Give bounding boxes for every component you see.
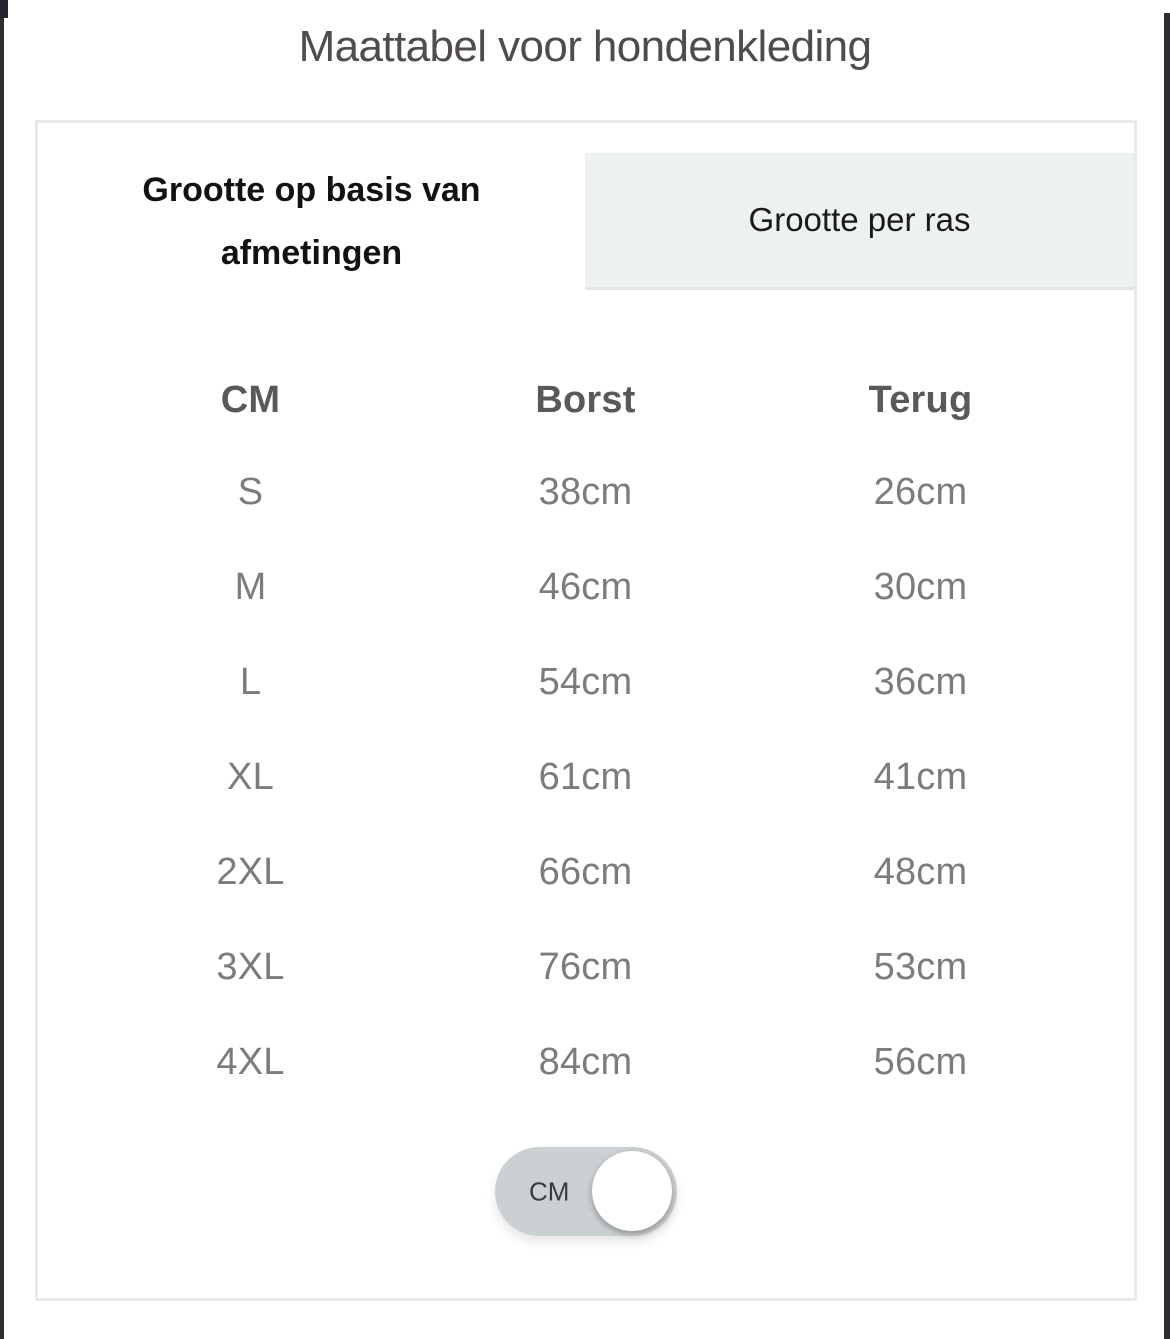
cell-chest: 38cm <box>538 471 633 513</box>
tab-label: Grootte op basis van afmetingen <box>142 170 481 272</box>
cell-size: 4XL <box>216 1041 285 1083</box>
cell-size: 2XL <box>216 851 285 893</box>
screen-edge-right <box>1164 13 1170 1339</box>
cell-size: L <box>239 661 262 703</box>
tab-size-by-breed[interactable] <box>585 153 1134 290</box>
cell-chest: 66cm <box>538 851 633 893</box>
cell-back: 53cm <box>873 946 968 988</box>
cell-back: 56cm <box>873 1041 968 1083</box>
cell-chest: 61cm <box>538 756 633 798</box>
cell-chest: 46cm <box>538 566 633 608</box>
table-row <box>83 635 1088 730</box>
unit-toggle-label: CM <box>529 1176 570 1206</box>
table-row <box>83 825 1088 920</box>
cell-back: 36cm <box>873 661 968 703</box>
size-chart-card <box>35 120 1137 1301</box>
cell-chest: 84cm <box>538 1041 633 1083</box>
cell-back: 26cm <box>873 471 968 513</box>
table-header-row <box>83 355 1088 445</box>
table-row <box>83 540 1088 635</box>
header-chest: Borst <box>535 378 636 421</box>
cell-size: XL <box>227 756 274 798</box>
screen-edge-left <box>0 0 4 1339</box>
cell-chest: 76cm <box>538 946 633 988</box>
unit-toggle[interactable] <box>495 1147 677 1236</box>
cell-size: 3XL <box>216 946 285 988</box>
cell-chest: 54cm <box>538 661 633 703</box>
table-row <box>83 445 1088 540</box>
cell-size: M <box>234 566 267 608</box>
cell-back: 30cm <box>873 566 968 608</box>
cell-back: 48cm <box>873 851 968 893</box>
table-row <box>83 920 1088 1015</box>
header-back: Terug <box>868 378 973 421</box>
screen-edge-notch <box>0 0 8 18</box>
header-size-unit: CM <box>220 378 281 421</box>
table-row <box>83 1015 1088 1110</box>
tab-label: Grootte per ras <box>748 201 971 238</box>
cell-back: 41cm <box>873 756 968 798</box>
cell-size: S <box>237 471 264 513</box>
size-table <box>83 355 1088 1110</box>
unit-toggle-knob[interactable] <box>592 1151 672 1231</box>
page-title: Maattabel voor hondenkleding <box>298 22 872 71</box>
tab-size-by-measurements[interactable] <box>38 153 585 290</box>
table-row <box>83 730 1088 825</box>
